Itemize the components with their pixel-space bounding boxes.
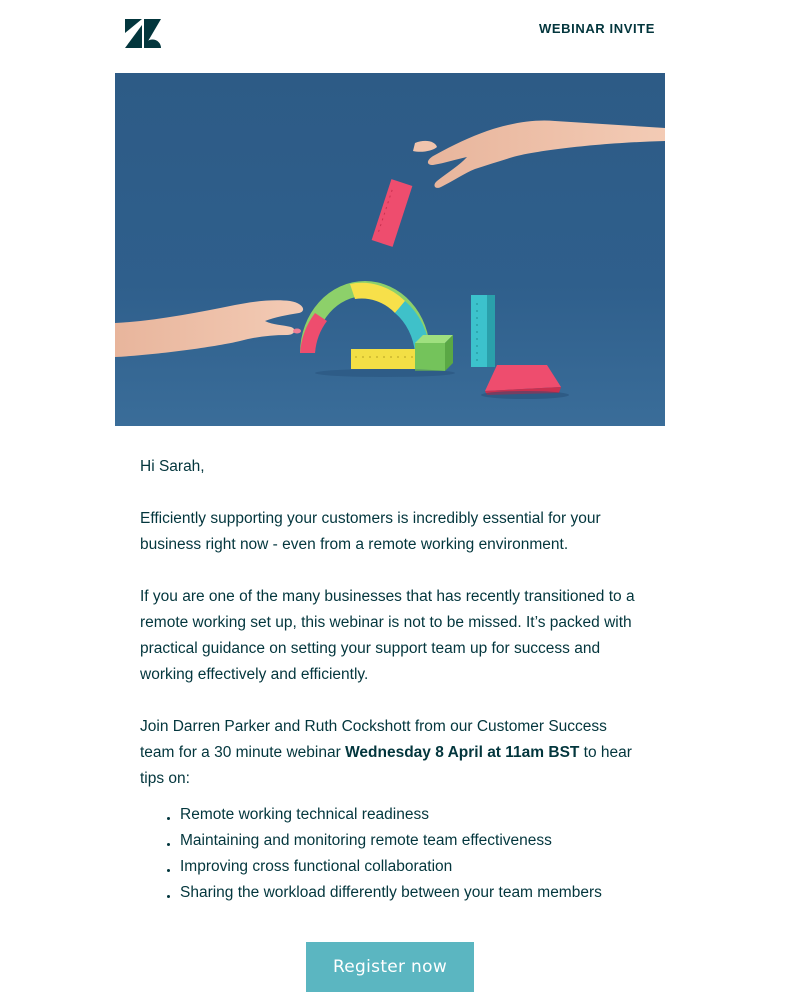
list-item: Sharing the workload differently between your team members — [180, 880, 640, 906]
list-item: Improving cross functional collaboration — [180, 854, 640, 880]
webinar-date: Wednesday 8 April at 11am BST — [345, 744, 580, 761]
hero-image — [115, 73, 665, 426]
list-item: Remote working technical readiness — [180, 802, 640, 828]
webinar-info-text: Join Darren Parker and Ruth Cockshott from our Customer Success team for a 30 minute webinar — [140, 718, 607, 761]
email-header — [115, 0, 665, 73]
hands-stacking-colorful-ruler-blocks-image — [115, 73, 665, 426]
webinar-info-paragraph — [140, 714, 640, 792]
email-body — [140, 454, 640, 906]
details-paragraph: If you are one of the many businesses that has recently transitioned to a remote working set up, this webinar is not to be missed. It’s packed with practical guidance on setting your support team up for success and working effectively and efficiently. — [140, 588, 635, 683]
greeting: Hi Sarah, — [140, 458, 205, 475]
webinar-invite-label: WEBINAR INVITE — [538, 21, 655, 36]
list-item: Maintaining and monitoring remote team effectiveness — [180, 828, 640, 854]
intro-paragraph: Efficiently supporting your customers is incredibly essential for your business right now - even from a remote working environment. — [140, 510, 601, 553]
zendesk-logo-icon[interactable] — [125, 19, 161, 48]
webinar-info-text-end: to hear tips on: — [140, 744, 632, 787]
tips-list — [140, 802, 640, 906]
register-now-button[interactable]: Register now — [306, 942, 474, 992]
